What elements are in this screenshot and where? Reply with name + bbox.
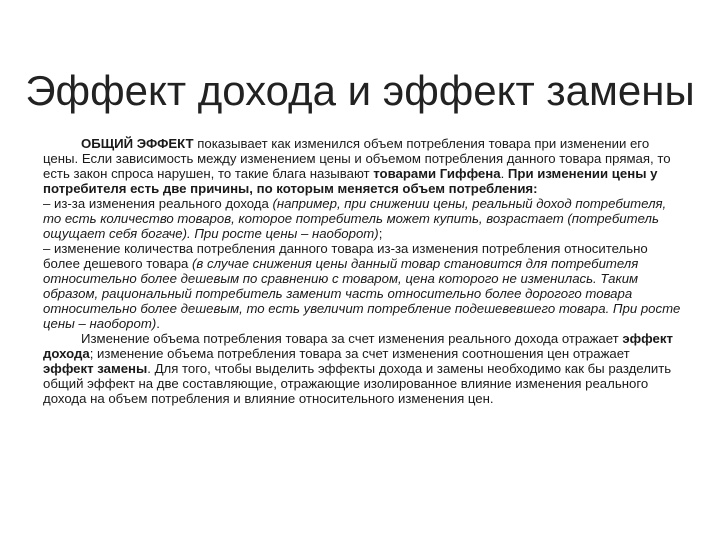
substitution-reason-example: (в случае снижения цены данный товар становится для потребителя относительно более дешевым по сравнению с товаром, цена которого не изменилась. Таким образом, рациональный потребитель заменит часть относительно более дорогого товара относительно более дешевым, то есть увеличит потребление подешевевшего товара. При росте цены – наоборот) (43, 256, 681, 331)
general-effect-text-end: . (500, 166, 505, 181)
slide-body (43, 136, 683, 406)
term-income-effect: эффект дохода (43, 331, 673, 361)
paragraph-income-substitution-effects (43, 331, 683, 406)
income-reason-end: ; (378, 226, 383, 241)
substitution-reason-text: – изменение количества потребления данного товара из-за изменения потребления относительно более дешевого товара (43, 241, 648, 271)
effects-text-3: . Для того, чтобы выделить эффекты дохода и замены необходимо как бы разделить общий эффект на две составляющие, отражающие изолированное влияние изменения реального дохода на объем потребления и влияние относительного изменения цен. (43, 361, 672, 406)
paragraph-income-reason (43, 196, 683, 241)
general-effect-text: показывает как изменился объем потребления товара при изменении его цены. Если зависимость между изменением цены и объемом потребления данного товара прямая, то есть закон спроса нарушен, то такие блага называют (43, 136, 671, 181)
income-reason-example: (например, при снижении цены, реальный доход потребителя, то есть количество товаров, которое потребитель может купить, возрастает (потребитель ощущает себя богаче). При росте цены – наоборот) (43, 196, 667, 241)
page-title: Эффект дохода и эффект замены (25, 67, 695, 115)
term-giffen-goods: товарами Гиффена (373, 166, 501, 181)
term-general-effect: ОБЩИЙ ЭФФЕКТ (81, 136, 194, 151)
effects-text-2: ; изменение объема потребления товара за счет изменения соотношения цен отражает (89, 346, 630, 361)
effects-text-1: Изменение объема потребления товара за счет изменения реального дохода отражает (81, 331, 623, 346)
substitution-reason-end: . (156, 316, 160, 331)
two-reasons-statement: При изменении цены у потребителя есть две причины, по которым меняется объем потребления: (43, 166, 658, 196)
paragraph-substitution-reason (43, 241, 683, 331)
income-reason-text: – из-за изменения реального дохода (43, 196, 273, 211)
paragraph-general-effect (43, 136, 683, 196)
term-substitution-effect: эффект замены (43, 361, 148, 376)
